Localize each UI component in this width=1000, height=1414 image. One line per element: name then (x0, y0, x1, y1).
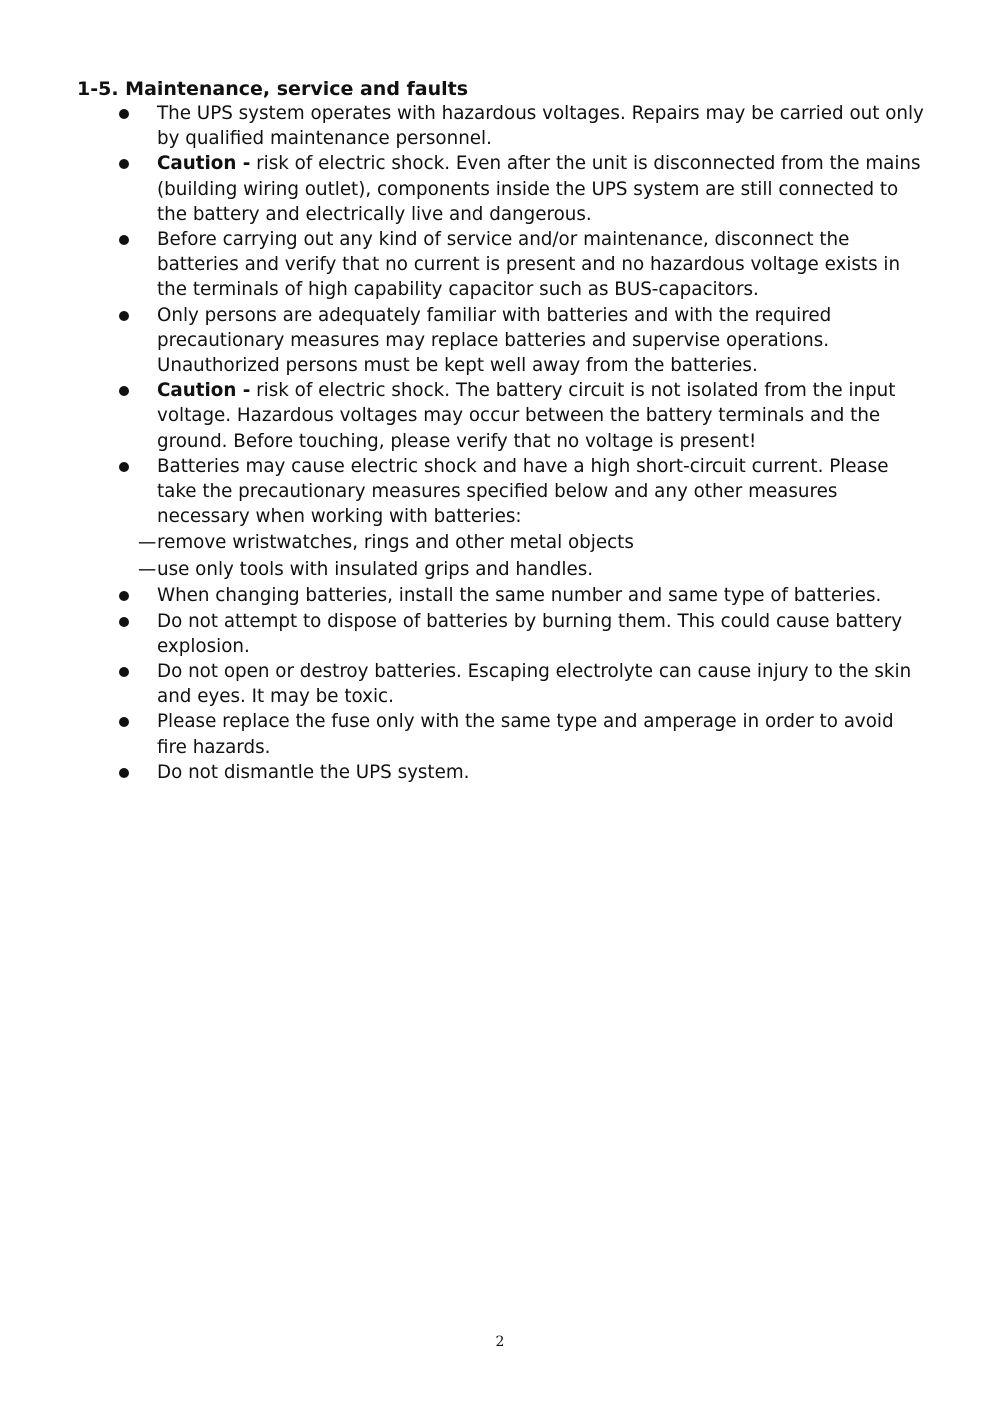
item-text: When changing batteries, install the same number and same type of batteries. (157, 585, 882, 607)
dash-marker: — (138, 532, 157, 554)
bullet-list-item (0, 227, 927, 303)
bullet-list-item (0, 378, 927, 454)
bullet-list-item (0, 709, 927, 759)
bullet-icon (119, 311, 129, 321)
bullet-icon (119, 109, 129, 119)
bullet-list-item (0, 659, 927, 709)
bullet-list-item (0, 583, 927, 608)
item-text: Please replace the fuse only with the same type and amperage in order to avoid fire hazards. (157, 711, 894, 758)
caution-label: Caution - (157, 380, 251, 402)
bullet-icon (119, 159, 129, 169)
item-text: Do not attempt to dispose of batteries by burning them. This could cause battery explosion. (157, 610, 903, 657)
item-text: Only persons are adequately familiar with batteries and with the required precautionary measures may replace batteries and supervise operations. Unauthorized persons must be kept well away from the batteries. (157, 304, 832, 377)
maintenance-list (0, 101, 1000, 785)
page-number: 2 (495, 1334, 505, 1350)
bullet-icon (119, 617, 129, 627)
item-text: remove wristwatches, rings and other metal objects (157, 532, 634, 554)
item-text: Do not open or destroy batteries. Escaping electrolyte can cause injury to the skin and eyes. It may be toxic. (157, 661, 912, 708)
bullet-list-item (0, 454, 927, 530)
item-text: risk of electric shock. Even after the unit is disconnected from the mains (building wiring outlet), components inside the UPS system are still connected to the battery and electrically live and dangerous. (157, 153, 921, 225)
bullet-icon (119, 235, 129, 245)
bullet-icon (119, 462, 129, 472)
item-text: Batteries may cause electric shock and have a high short-circuit current. Please take the precautionary measures specified below and any other measures necessary when working with batteries: (157, 455, 889, 528)
dash-list-item (0, 556, 927, 583)
bullet-icon (119, 667, 129, 677)
item-text: Do not dismantle the UPS system. (157, 761, 470, 783)
bullet-list-item (0, 151, 927, 227)
bullet-icon (119, 768, 129, 778)
bullet-list-item (0, 609, 927, 659)
dash-list-item (0, 529, 927, 556)
caution-label: Caution - (157, 153, 251, 175)
bullet-icon (119, 591, 129, 601)
item-text: use only tools with insulated grips and handles. (157, 559, 594, 581)
bullet-list-item (0, 760, 927, 785)
item-text: risk of electric shock. The battery circuit is not isolated from the input voltage. Hazardous voltages may occur between the battery terminals and the ground. Before touching, please verify that no voltage is present! (157, 380, 896, 452)
section-heading: 1-5. Maintenance, service and faults (77, 78, 469, 100)
dash-marker: — (138, 559, 157, 581)
bullet-list-item (0, 101, 927, 151)
item-text: Before carrying out any kind of service and/or maintenance, disconnect the batteries and verify that no current is present and no hazardous voltage exists in the terminals of high capability capacitor such as BUS-capacitors. (157, 229, 901, 301)
bullet-list-item (0, 303, 927, 379)
item-text: The UPS system operates with hazardous voltages. Repairs may be carried out only by qualified maintenance personnel. (157, 103, 924, 150)
bullet-icon (119, 386, 129, 396)
bullet-icon (119, 717, 129, 727)
